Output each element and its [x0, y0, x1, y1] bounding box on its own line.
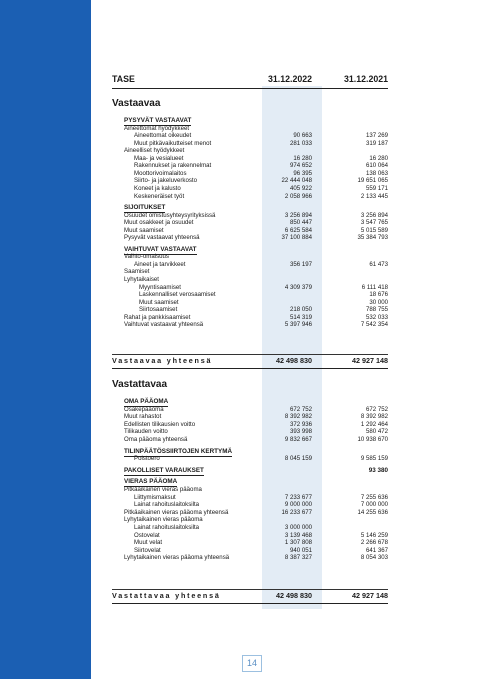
column-header-2021: 31.12.2021	[344, 74, 389, 84]
row-label: Muut osakkeet ja osuudet	[124, 219, 194, 227]
row-label: Rahat ja pankkisaamiset	[124, 313, 191, 321]
value-2022: 2 058 966	[284, 192, 312, 200]
value-2022: 22 444 048	[281, 177, 312, 185]
value-2022: 8 387 327	[284, 554, 312, 562]
row-label: Koneet ja kalusto	[134, 184, 181, 192]
row-label: Muut saamiset	[139, 298, 179, 306]
value-2021: 5 146 259	[360, 531, 388, 539]
page-number: 14	[242, 655, 262, 672]
total-value-2021: 42 927 148	[352, 591, 388, 600]
row-label: Muut velat	[134, 539, 163, 547]
table-row	[0, 436, 480, 444]
row-label: Muut rahastot	[124, 413, 162, 421]
value-2021: 3 547 765	[360, 219, 388, 227]
value-2021: 3 256 894	[360, 211, 388, 219]
row-label: SIJOITUKSET	[124, 204, 166, 212]
section-title-vastattavaa: Vastattavaa	[112, 379, 168, 390]
value-2022: 356 197	[289, 260, 312, 268]
value-2022: 393 998	[289, 428, 312, 436]
value-2022: 96 395	[293, 169, 312, 177]
table-row	[0, 455, 480, 463]
page-title: TASE	[112, 74, 135, 84]
row-label: Ostovelat	[134, 531, 160, 539]
row-label: VIERAS PÄÄOMA	[124, 478, 178, 486]
value-2022: 16 233 677	[281, 508, 312, 516]
value-2022: 90 663	[293, 132, 312, 140]
value-2022: 514 319	[289, 313, 312, 321]
section-title-vastaavaa: Vastaavaa	[112, 98, 161, 109]
row-label: Lyhytaikainen vieras pääoma yhteensä	[124, 554, 230, 562]
row-label: PYSYVÄT VASTAAVAT	[124, 117, 192, 124]
total-value-2021: 42 927 148	[352, 356, 388, 365]
value-2021: 6 111 418	[361, 283, 388, 291]
value-2021: 7 542 354	[360, 321, 388, 329]
value-2021: 35 384 793	[357, 234, 388, 242]
value-2021: 137 269	[365, 132, 388, 140]
row-label: Aineettomat oikeudet	[134, 132, 192, 140]
value-2022: 6 625 584	[284, 226, 312, 234]
total-value-2022: 42 498 830	[276, 356, 312, 365]
value-2021: 14 255 636	[357, 508, 388, 516]
row-label: Pysyvät vastaavat yhteensä	[124, 234, 200, 242]
total-value-2022: 42 498 830	[276, 591, 312, 600]
row-label: OMA PÄÄOMA	[124, 398, 169, 405]
value-2021: 9 585 159	[360, 455, 388, 463]
value-2021: 1 292 464	[360, 420, 388, 428]
value-2021: 2 133 445	[360, 192, 388, 200]
row-label: PAKOLLISET VARAUKSET	[124, 466, 204, 474]
total-top-rule	[112, 589, 388, 590]
total-row	[0, 356, 480, 366]
row-label: Laskennalliset verosaamiset	[139, 291, 216, 299]
row-label: Siirtosaamiset	[139, 306, 178, 314]
value-2021: 93 380	[368, 466, 388, 474]
value-2021: 16 280	[369, 154, 388, 162]
row-label: Edellisten tilikausien voitto	[124, 420, 196, 428]
row-label: Muut saamiset	[124, 226, 164, 234]
table-row	[0, 321, 480, 329]
row-label: Vaihto-omaisuus	[124, 253, 169, 261]
row-label: Aineettomat hyödykkeet	[124, 124, 190, 132]
row-label: Maa- ja vesialueet	[134, 154, 184, 162]
value-2021: 610 064	[365, 162, 388, 170]
value-2021: 580 472	[365, 428, 388, 436]
value-2022: 281 033	[289, 139, 312, 147]
column-header-2022: 31.12.2022	[268, 74, 313, 84]
value-2021: 641 367	[365, 546, 388, 554]
value-2022: 8 392 982	[284, 413, 312, 421]
row-label: Vaihtuvat vastaavat yhteensä	[124, 321, 204, 329]
row-label: Liittymismaksut	[134, 493, 176, 501]
value-2022: 4 309 379	[284, 283, 312, 291]
header-rule	[112, 88, 388, 89]
value-2022: 3 256 894	[284, 211, 312, 219]
row-label: Osakepääoma	[124, 405, 164, 413]
row-label: Siirtovelat	[134, 546, 161, 554]
value-2022: 3 139 468	[284, 531, 312, 539]
value-2021: 7 000 000	[360, 501, 388, 509]
value-2021: 18 676	[369, 291, 388, 299]
value-2022: 218 050	[289, 306, 312, 314]
value-2022: 405 922	[289, 184, 312, 192]
row-label: Aineet ja tarvikkeet	[134, 260, 186, 268]
table-row	[0, 467, 480, 475]
value-2021: 319 187	[365, 139, 388, 147]
row-label: Pitkäaikainen vieras pääoma	[124, 486, 202, 493]
table-row	[0, 554, 480, 562]
total-bottom-rule	[112, 368, 388, 369]
row-label: Rakennukset ja rakennelmat	[134, 162, 212, 170]
total-row	[0, 591, 480, 601]
value-2022: 9 000 000	[284, 501, 312, 509]
value-2022: 8 045 159	[284, 455, 312, 463]
total-top-rule	[112, 354, 388, 355]
value-2022: 7 233 677	[284, 493, 312, 501]
value-2022: 16 280	[293, 154, 312, 162]
row-label: Muut pitkävaikutteiset menot	[134, 139, 212, 147]
row-label: Aineelliset hyödykkeet	[124, 147, 185, 155]
blue-sidebar	[0, 0, 91, 679]
row-label: Lyhytaikainen vieras pääoma	[124, 516, 203, 524]
value-2022: 974 652	[289, 162, 312, 170]
row-label: TILINPÄÄTÖSSIIRTOJEN KERTYMÄ	[124, 447, 232, 455]
value-2022: 850 447	[289, 219, 312, 227]
row-label: VAIHTUVAT VASTAAVAT	[124, 245, 197, 253]
value-2022: 9 832 667	[284, 436, 312, 443]
row-label: Poistoero	[134, 455, 160, 463]
total-bottom-rule	[112, 603, 388, 604]
value-2021: 559 171	[365, 184, 388, 192]
table-row	[0, 234, 480, 242]
value-2021: 532 033	[365, 313, 388, 321]
row-label: Keskeneräiset työt	[134, 192, 185, 200]
row-label: Lyhytaikaiset	[124, 276, 160, 283]
value-2021: 30 000	[369, 298, 388, 306]
total-label: Vastaavaa yhteensä	[112, 356, 213, 365]
row-label: Myyntisaamiset	[139, 283, 181, 291]
value-2022: 3 000 000	[284, 524, 312, 531]
value-2022: 940 051	[289, 546, 312, 554]
row-label: Lainat rahoituslaitoksilta	[134, 524, 200, 531]
total-label: Vastattavaa yhteensä	[112, 591, 221, 600]
value-2021: 10 938 670	[357, 436, 388, 443]
value-2021: 8 392 982	[360, 413, 388, 421]
value-2022: 37 100 884	[281, 234, 312, 242]
value-2022: 1 307 808	[284, 539, 312, 547]
value-2021: 2 266 678	[360, 539, 388, 547]
row-label: Moottorivoimalaitos	[134, 169, 187, 177]
value-2021: 788 755	[365, 306, 388, 314]
table-row	[0, 193, 480, 201]
row-label: Saamiset	[124, 268, 150, 276]
row-label: Osuudet omistusyhteysyrityksissä	[124, 211, 216, 219]
value-2021: 61 473	[369, 260, 388, 268]
value-2021: 7 255 636	[360, 493, 388, 501]
row-label: Oma pääoma yhteensä	[124, 436, 188, 443]
value-2022: 672 752	[289, 405, 312, 413]
value-2022: 5 397 946	[284, 321, 312, 329]
value-2022: 372 936	[289, 420, 312, 428]
value-2021: 138 063	[365, 169, 388, 177]
value-2021: 19 651 065	[357, 177, 388, 185]
row-label: Siirto- ja jakeluverkosto	[134, 177, 197, 185]
row-label: Tilikauden voitto	[124, 428, 168, 436]
row-label: Pitkäaikainen vieras pääoma yhteensä	[124, 508, 229, 516]
value-2021: 5 015 589	[360, 226, 388, 234]
row-label: Lainat rahoituslaitoksilta	[134, 501, 200, 509]
value-2021: 8 054 303	[360, 554, 388, 562]
value-2021: 672 752	[365, 405, 388, 413]
